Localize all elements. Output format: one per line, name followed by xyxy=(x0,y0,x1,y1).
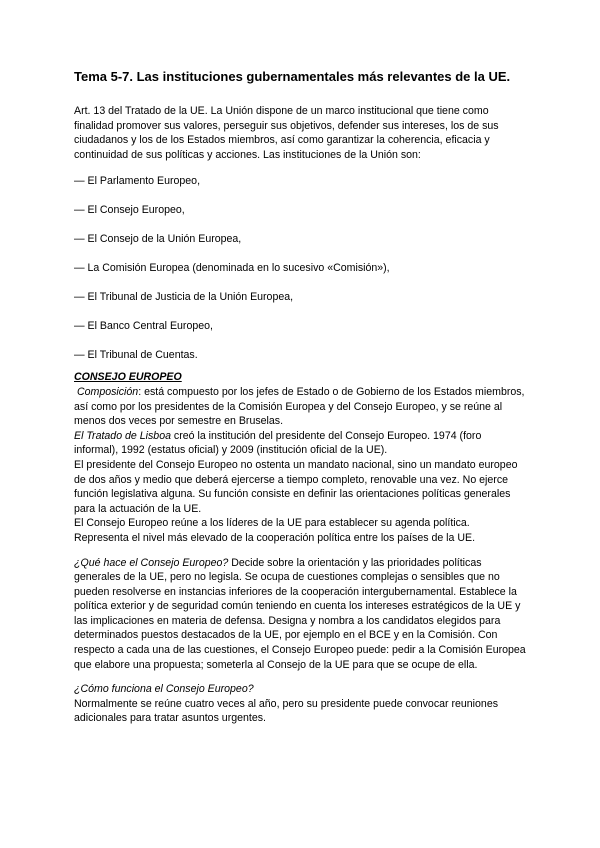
list-item: — La Comisión Europea (denominada en lo sucesivo «Comisión»), xyxy=(74,262,390,275)
list-item: — El Consejo Europeo, xyxy=(74,204,185,217)
composition-label: Composición xyxy=(76,385,139,398)
institutions-list xyxy=(74,174,526,370)
list-item: — El Parlamento Europeo, xyxy=(74,175,201,188)
composition-text: : está compuesto por los jefes de Estado o de Gobierno de los Estados miembros, así como por los presidentes de la Comisión Europea y del Consejo Europeo, y se reúne al menos dos veces por semestre en Bruselas. xyxy=(74,385,525,428)
composition-paragraph xyxy=(74,385,526,429)
what-text: Decide sobre la orientación y las prioridades políticas generales de la UE, pero no legisla. Se ocupa de cuestiones complejas o sensibles que no pueden resolverse en instancias inferiores de la cooperación intergubernamental. Establece la política exterior y de seguridad común teniendo en cuenta los intereses estratégicos de la UE y las implicaciones en materia de defensa. Designa y nombra a los candidatos elegidos para determinados puestos destacados de la UE, por ejemplo en el BCE y en la Comisión. Con respecto a cada una de las cuestiones, el Consejo Europeo puede: pedir a la Comisión Europea que elabore una propuesta; someterla al Consejo de la UE para que se ocupe de ella. xyxy=(74,556,526,671)
list-item: — El Tribunal de Justicia de la Unión Europea, xyxy=(74,291,294,304)
what-label: ¿Qué hace el Consejo Europeo? xyxy=(74,556,229,569)
meeting-paragraph: El Consejo Europeo reúne a los líderes de la UE para establecer su agenda política. Representa el nivel más elevado de la cooperación política entre los países de la UE. xyxy=(74,517,476,544)
how-paragraph: Normalmente se reúne cuatro veces al año, pero su presidente puede convocar reuniones adicionales para tratar asuntos urgentes. xyxy=(74,697,499,725)
lisbon-label: El Tratado de Lisboa xyxy=(74,429,171,442)
how-heading: ¿Cómo funciona el Consejo Europeo? xyxy=(74,683,254,696)
lisbon-paragraph xyxy=(74,429,526,458)
page-title: Tema 5-7. Las instituciones gubernamentales más relevantes de la UE. xyxy=(74,69,511,84)
what-paragraph xyxy=(74,556,526,673)
intro-paragraph: Art. 13 del Tratado de la UE. La Unión dispone de un marco institucional que tiene como finalidad promover sus valores, perseguir sus objetivos, defender sus intereses, los de sus ciudadanos y los de los Estados miembros, así como garantizar la coherencia, eficacia y continuidad de sus políticas y acciones. Las instituciones de la Unión son: xyxy=(74,105,499,161)
list-item: — El Tribunal de Cuentas. xyxy=(74,349,198,362)
section-title: CONSEJO EUROPEO xyxy=(74,371,182,384)
lisbon-text: creó la institución del presidente del Consejo Europeo. 1974 (foro informal), 1992 (estatus oficial) y 2009 (institución oficial de la UE). xyxy=(74,429,482,457)
president-paragraph: El presidente del Consejo Europeo no ostenta un mandato nacional, sino un mandato europeo de dos años y medio que deberá ejercerse a tiempo completo, renovable una vez. No ejerce función legislativa alguna. Su función consiste en definir las orientaciones políticas generales para la actuación de la UE. xyxy=(74,458,518,515)
list-item: — El Consejo de la Unión Europea, xyxy=(74,233,242,246)
list-item: — El Banco Central Europeo, xyxy=(74,320,213,333)
